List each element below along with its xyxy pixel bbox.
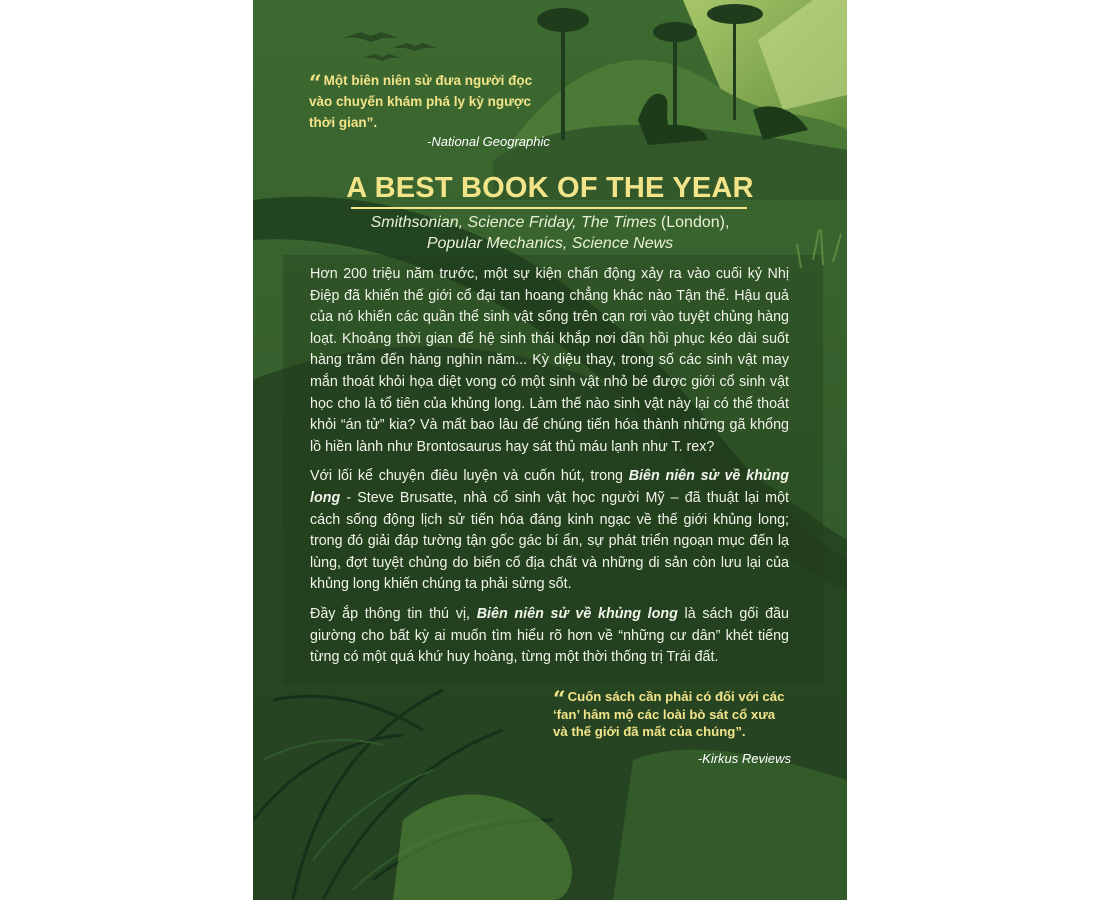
- p3-text-a: Đầy ắp thông tin thú vị,: [310, 605, 477, 622]
- book-back-cover: [253, 0, 847, 900]
- sources-line1-italic: Smithsonian, Science Friday, The Times: [370, 214, 657, 231]
- bottom-quote-text: Cuốn sách cần phải có đối với các ‘fan’ hâm mộ các loài bò sát cổ xưa và thế giới đã mất của chúng”.: [553, 689, 785, 739]
- bottom-review-quote: [553, 688, 791, 767]
- book-description: [310, 264, 789, 677]
- top-quote-attribution: -National Geographic: [427, 134, 550, 149]
- open-quote-icon: “: [553, 687, 566, 713]
- p3-book-title: Biên niên sử về khủng long: [476, 605, 678, 622]
- headline-underline: [351, 207, 747, 209]
- description-paragraph-2: [310, 466, 789, 596]
- sources-line2: Popular Mechanics, Science News: [426, 235, 674, 252]
- award-sources: [313, 212, 787, 254]
- sources-line1-plain: (London),: [656, 214, 730, 231]
- bottom-quote-attribution: -Kirkus Reviews: [697, 750, 791, 766]
- top-review-quote: [309, 70, 550, 149]
- p2-text-b: - Steve Brusatte, nhà cổ sinh vật học người Mỹ – đã thuật lại một cách sống động lịch sử tiến hóa đáng kinh ngạc về thế giới khủng long; trong đó giải đáp tường tận gốc gác bí ẩn, sự phát triển ngoạn mục đến lạ lùng, đợt tuyệt chủng do biến cố địa chất và những di sản còn lưu lại của khủng long khiến chúng ta phải sửng sốt.: [310, 489, 789, 593]
- description-paragraph-3: [310, 604, 789, 669]
- description-paragraph-1: Hơn 200 triệu năm trước, một sự kiện chấn động xảy ra vào cuối kỷ Nhị Điệp đã khiến thế giới cổ đại tan hoang chẳng khác nào Tận thế. Hậu quả của nó khiến các quần thể sinh vật sống trên cạn rơi vào tuyệt chủng hàng loạt. Khoảng thời gian để hệ sinh thái khắp nơi dần hồi phục kéo dài suốt hàng trăm đến hàng nghìn năm... Kỳ diệu thay, trong số các sinh vật may mắn thoát khỏi họa diệt vong có một sinh vật nhỏ bé được giới cổ sinh vật học cho là tổ tiên của khủng long. Làm thế nào sinh vật này lại có thể thoát khỏi “án tử” kia? Và mất bao lâu để chúng tiến hóa thành những gã khổng lồ hiền lành như Brontosaurus hay sát thủ máu lạnh như T. rex?: [310, 266, 789, 455]
- p2-book-title: Biên niên sử về khủng long: [310, 468, 790, 506]
- open-quote-icon: “: [309, 71, 322, 97]
- p3-text-b: là sách gối đầu giường cho bất kỳ ai muốn tìm hiểu rõ hơn về “những cư dân” khét tiếng từng có một quá khứ huy hoàng, từng một thời thống trị Trái đất.: [310, 605, 789, 666]
- p2-text-a: Với lối kể chuyện điêu luyện và cuốn hút, trong: [310, 468, 629, 485]
- top-quote-text: Một biên niên sử đưa người đọc vào chuyến khám phá ly kỳ ngược thời gian”.: [309, 73, 533, 130]
- headline: A BEST BOOK OF THE YEAR: [346, 172, 754, 204]
